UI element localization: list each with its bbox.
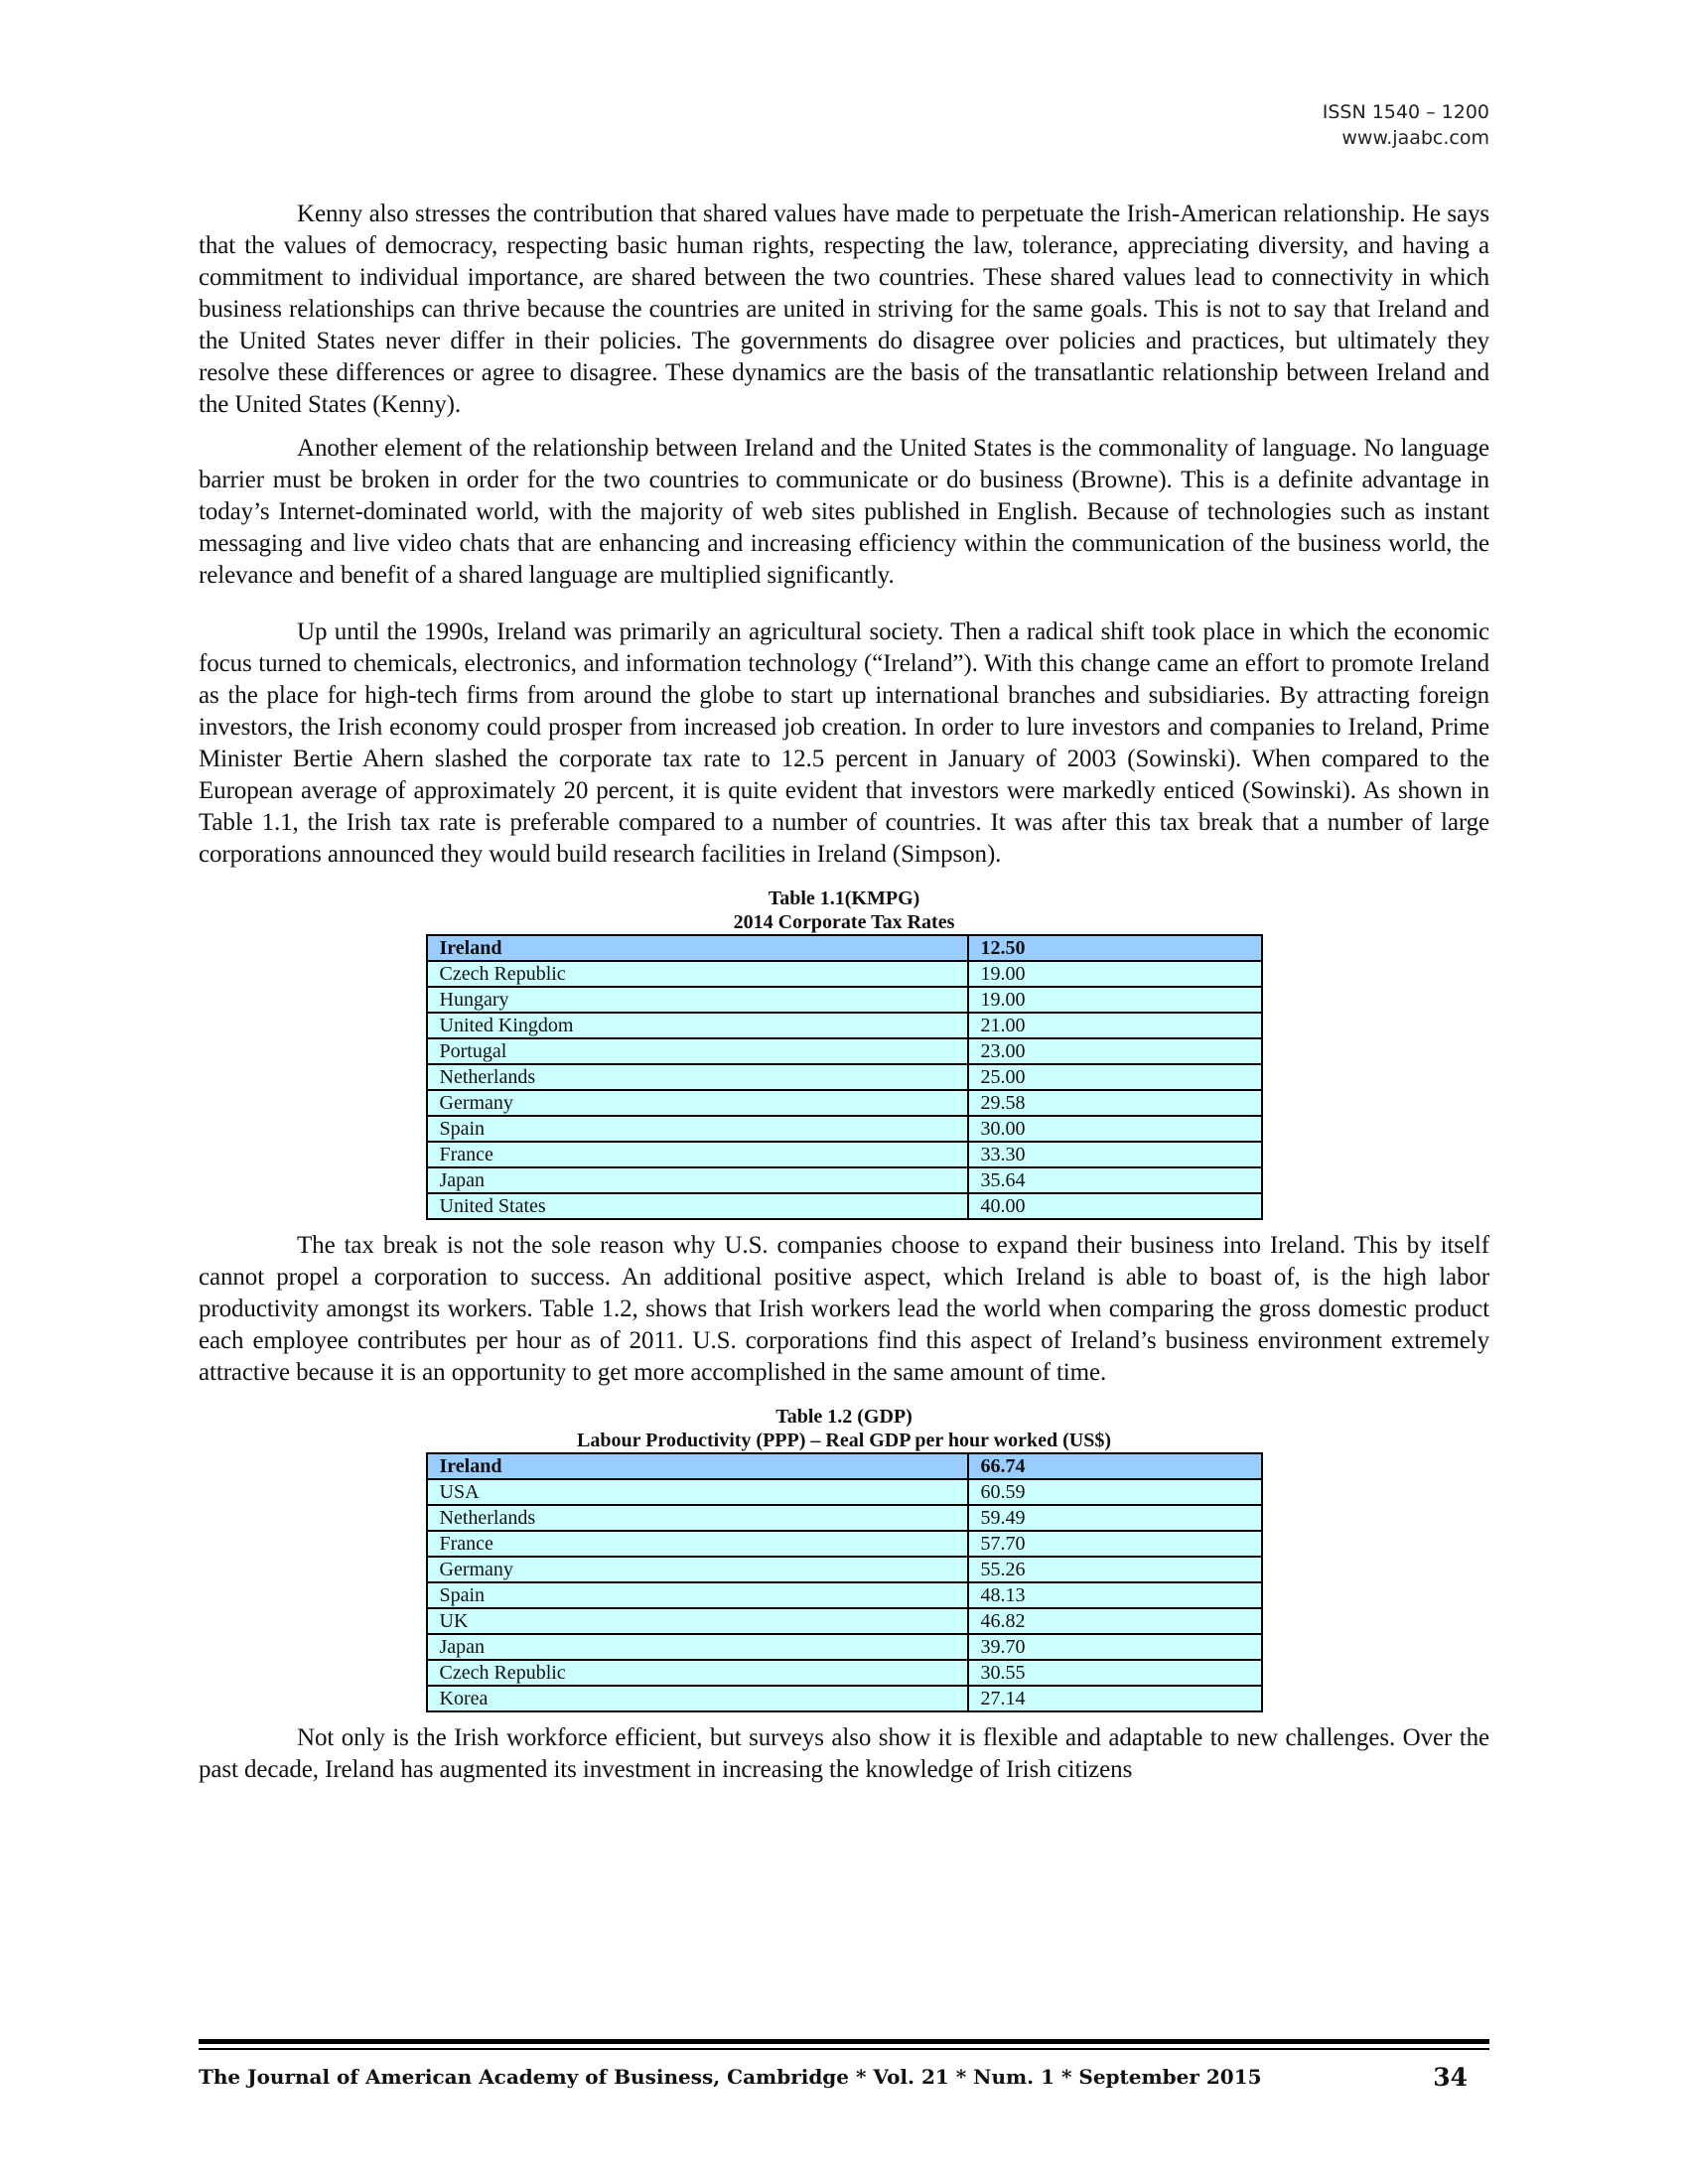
table-2-subcaption: Labour Productivity (PPP) – Real GDP per hour worked (US$) [577, 1430, 1111, 1451]
country-cell: France [427, 1531, 968, 1557]
table-row [427, 1116, 1262, 1142]
table-row [427, 1557, 1262, 1582]
table-row [427, 1038, 1262, 1064]
paragraph-4: The tax break is not the sole reason why U.S. companies choose to expand their business into Ireland. This by itself cannot propel a corporation to success. An additional positive aspect, which Ireland is able to boast of, is the high labor productivity amongst its workers. Table 1.2, shows that Irish workers lead the world when comparing the gross domestic product each employee contributes per hour as of 2011. U.S. corporations find this aspect of Ireland’s business environment extremely attractive because it is an opportunity to get more accomplished in the same amount of time. [199, 1232, 1489, 1386]
country-cell: Netherlands [427, 1505, 968, 1531]
value-cell: 33.30 [968, 1142, 1262, 1167]
table-row [427, 935, 1262, 961]
table-row [427, 1090, 1262, 1116]
country-cell: Hungary [427, 987, 968, 1013]
table-row [427, 1660, 1262, 1686]
value-cell: 46.82 [968, 1608, 1262, 1634]
page-number: 34 [1433, 2063, 1468, 2092]
table-2-caption: Table 1.2 (GDP) [775, 1406, 913, 1428]
table-2 [426, 1405, 1263, 1712]
table-row [427, 1479, 1262, 1505]
country-cell: Korea [427, 1686, 968, 1711]
table-row [427, 1453, 1262, 1479]
table-1 [426, 887, 1263, 1220]
value-cell: 66.74 [968, 1453, 1262, 1479]
country-cell: United States [427, 1193, 968, 1219]
country-cell: France [427, 1142, 968, 1167]
table-1-caption: Table 1.1(KMPG) [768, 887, 920, 909]
table-row [427, 1608, 1262, 1634]
country-cell: UK [427, 1608, 968, 1634]
country-cell: United Kingdom [427, 1013, 968, 1038]
page-footer [199, 2063, 1489, 2092]
value-cell: 23.00 [968, 1038, 1262, 1064]
table-row [427, 1064, 1262, 1090]
paragraph-2: Another element of the relationship between Ireland and the United States is the commonality of language. No language barrier must be broken in order for the two countries to communicate or do business (Browne). This is a definite advantage in today’s Internet-dominated world, with the majority of web sites published in English. Because of technologies such as instant messaging and live video chats that are enhancing and increasing efficiency within the communication of the business world, the relevance and benefit of a shared language are multiplied significantly. [199, 435, 1489, 589]
country-cell: Spain [427, 1582, 968, 1608]
value-cell: 29.58 [968, 1090, 1262, 1116]
value-cell: 12.50 [968, 935, 1262, 961]
table-row [427, 1505, 1262, 1531]
paragraph-5: Not only is the Irish workforce efficient, but surveys also show it is flexible and adaptable to new challenges. Over the past decade, Ireland has augmented its investment in increasing the knowledge of Irish citizens [199, 1724, 1489, 1783]
website: www.jaabc.com [1341, 127, 1489, 149]
footer-rule-thick [199, 2039, 1489, 2044]
country-cell: Czech Republic [427, 1660, 968, 1686]
table-row [427, 961, 1262, 987]
footer-rule-thin [199, 2048, 1489, 2050]
table-1-subcaption: 2014 Corporate Tax Rates [733, 911, 955, 933]
paragraph-3: Up until the 1990s, Ireland was primarily an agricultural society. Then a radical shift took place in which the economic focus turned to chemicals, electronics, and information technology (“Ireland”). With this change came an effort to promote Ireland as the place for high-tech firms from around the globe to start up international branches and subsidiaries. By attracting foreign investors, the Irish economy could prosper from increased job creation. In order to lure investors and companies to Ireland, Prime Minister Bertie Ahern slashed the corporate tax rate to 12.5 percent in January of 2003 (Sowinski). When compared to the European average of approximately 20 percent, it is quite evident that investors were markedly enticed (Sowinski). As shown in Table 1.1, the Irish tax rate is preferable compared to a number of countries. It was after this tax break that a number of large corporations announced they would build research facilities in Ireland (Simpson). [199, 618, 1489, 868]
country-cell: Czech Republic [427, 961, 968, 987]
value-cell: 30.55 [968, 1660, 1262, 1686]
country-cell: USA [427, 1479, 968, 1505]
country-cell: Ireland [427, 935, 968, 961]
table-row [427, 1142, 1262, 1167]
value-cell: 40.00 [968, 1193, 1262, 1219]
table-row [427, 1686, 1262, 1711]
table-row [427, 1193, 1262, 1219]
table-2-grid [426, 1452, 1263, 1712]
value-cell: 19.00 [968, 961, 1262, 987]
table-row [427, 1582, 1262, 1608]
page-header [1323, 99, 1489, 151]
table-row [427, 1531, 1262, 1557]
value-cell: 60.59 [968, 1479, 1262, 1505]
value-cell: 21.00 [968, 1013, 1262, 1038]
country-cell: Japan [427, 1167, 968, 1193]
value-cell: 57.70 [968, 1531, 1262, 1557]
value-cell: 55.26 [968, 1557, 1262, 1582]
country-cell: Germany [427, 1557, 968, 1582]
country-cell: Germany [427, 1090, 968, 1116]
value-cell: 30.00 [968, 1116, 1262, 1142]
table-row [427, 1634, 1262, 1660]
country-cell: Japan [427, 1634, 968, 1660]
country-cell: Spain [427, 1116, 968, 1142]
value-cell: 59.49 [968, 1505, 1262, 1531]
value-cell: 48.13 [968, 1582, 1262, 1608]
table-row [427, 1013, 1262, 1038]
table-1-grid [426, 934, 1263, 1220]
value-cell: 27.14 [968, 1686, 1262, 1711]
country-cell: Portugal [427, 1038, 968, 1064]
journal-citation: The Journal of American Academy of Business, Cambridge * Vol. 21 * Num. 1 * September 2015 [199, 2065, 1262, 2089]
country-cell: Netherlands [427, 1064, 968, 1090]
issn: ISSN 1540 – 1200 [1322, 101, 1489, 123]
value-cell: 35.64 [968, 1167, 1262, 1193]
value-cell: 39.70 [968, 1634, 1262, 1660]
table-row [427, 987, 1262, 1013]
country-cell: Ireland [427, 1453, 968, 1479]
article-body [199, 199, 1489, 1786]
value-cell: 19.00 [968, 987, 1262, 1013]
table-row [427, 1167, 1262, 1193]
value-cell: 25.00 [968, 1064, 1262, 1090]
paragraph-1: Kenny also stresses the contribution that shared values have made to perpetuate the Irish-American relationship. He says that the values of democracy, respecting basic human rights, respecting the law, tolerance, appreciating diversity, and having a commitment to individual importance, are shared between the two countries. These shared values lead to connectivity in which business relationships can thrive because the countries are united in striving for the same goals. This is not to say that Ireland and the United States never differ in their policies. The governments do disagree over policies and practices, but ultimately they resolve these differences or agree to disagree. These dynamics are the basis of the transatlantic relationship between Ireland and the United States (Kenny). [199, 201, 1489, 418]
